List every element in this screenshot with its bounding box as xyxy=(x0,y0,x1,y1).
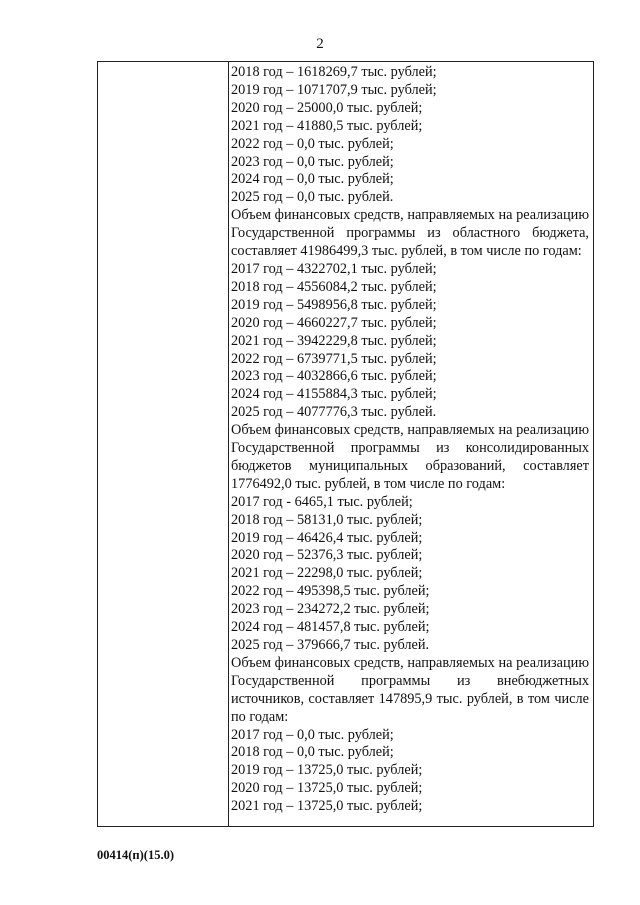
table-right-cell xyxy=(231,64,589,816)
year-line: 2020 год – 4660227,7 тыс. рублей; xyxy=(231,314,437,331)
funding-paragraph-regional: Объем финансовых средств, направляемых на реализацию Государственной программы из областного бюджета, составляет 41986499,3 тыс. рублей, в том числе по годам: xyxy=(231,207,589,260)
year-list xyxy=(231,261,589,422)
year-line: 2018 год – 58131,0 тыс. рублей; xyxy=(231,511,423,528)
year-line: 2025 год – 379666,7 тыс. рублей. xyxy=(231,637,430,653)
year-line: 2017 год – 0,0 тыс. рублей; xyxy=(231,726,394,743)
year-line: 2024 год – 0,0 тыс. рублей; xyxy=(231,171,394,188)
year-line: 2023 год – 234272,2 тыс. рублей; xyxy=(231,601,430,618)
year-line: 2022 год – 495398,5 тыс. рублей; xyxy=(231,583,430,600)
year-list xyxy=(231,727,589,817)
year-line: 2018 год – 4556084,2 тыс. рублей; xyxy=(231,278,437,295)
year-line: 2020 год – 25000,0 тыс. рублей; xyxy=(231,99,423,116)
year-line: 2019 год – 13725,0 тыс. рублей; xyxy=(231,762,423,779)
year-line: 2020 год – 52376,3 тыс. рублей; xyxy=(231,547,423,564)
table-left-cell xyxy=(98,62,228,826)
year-line: 2022 год – 0,0 тыс. рублей; xyxy=(231,135,394,152)
funding-paragraph-municipal: Объем финансовых средств, направляемых на реализацию Государственной программы из консолидированных бюджетов муниципальных образований, составляет 1776492,0 тыс. рублей, в том числе по годам: xyxy=(231,422,589,492)
year-line: 2018 год – 1618269,7 тыс. рублей; xyxy=(231,64,437,80)
year-line: 2022 год – 6739771,5 тыс. рублей; xyxy=(231,350,437,367)
year-line: 2019 год – 5498956,8 тыс. рублей; xyxy=(231,296,437,313)
year-line: 2019 год – 46426,4 тыс. рублей; xyxy=(231,529,423,546)
footer-code: 00414(п)(15.0) xyxy=(97,848,174,862)
year-line: 2017 год - 6465,1 тыс. рублей; xyxy=(231,493,413,510)
year-line: 2025 год – 0,0 тыс. рублей. xyxy=(231,189,394,206)
year-line: 2017 год – 4322702,1 тыс. рублей; xyxy=(231,260,437,277)
year-line: 2021 год – 13725,0 тыс. рублей; xyxy=(231,798,423,815)
year-line: 2021 год – 3942229,8 тыс. рублей; xyxy=(231,332,437,349)
year-line: 2021 год – 22298,0 тыс. рублей; xyxy=(231,565,423,582)
page-number: 2 xyxy=(316,36,324,52)
program-table xyxy=(97,61,594,827)
year-line: 2023 год – 4032866,6 тыс. рублей; xyxy=(231,368,437,385)
funding-paragraph-extrabudget: Объем финансовых средств, направляемых на реализацию Государственной программы из внебюджетных источников, составляет 147895,9 тыс. рублей, в том числе по годам: xyxy=(231,654,589,725)
year-line: 2019 год – 1071707,9 тыс. рублей; xyxy=(231,81,437,98)
year-line: 2020 год – 13725,0 тыс. рублей; xyxy=(231,780,423,797)
year-list xyxy=(231,64,589,207)
year-line: 2021 год – 41880,5 тыс. рублей; xyxy=(231,117,423,134)
year-list xyxy=(231,494,589,655)
year-line: 2024 год – 481457,8 тыс. рублей; xyxy=(231,619,430,636)
year-line: 2018 год – 0,0 тыс. рублей; xyxy=(231,744,394,761)
year-line: 2025 год – 4077776,3 тыс. рублей. xyxy=(231,404,437,421)
column-divider xyxy=(228,62,229,826)
year-line: 2023 год – 0,0 тыс. рублей; xyxy=(231,153,394,170)
year-line: 2024 год – 4155884,3 тыс. рублей; xyxy=(231,386,437,403)
